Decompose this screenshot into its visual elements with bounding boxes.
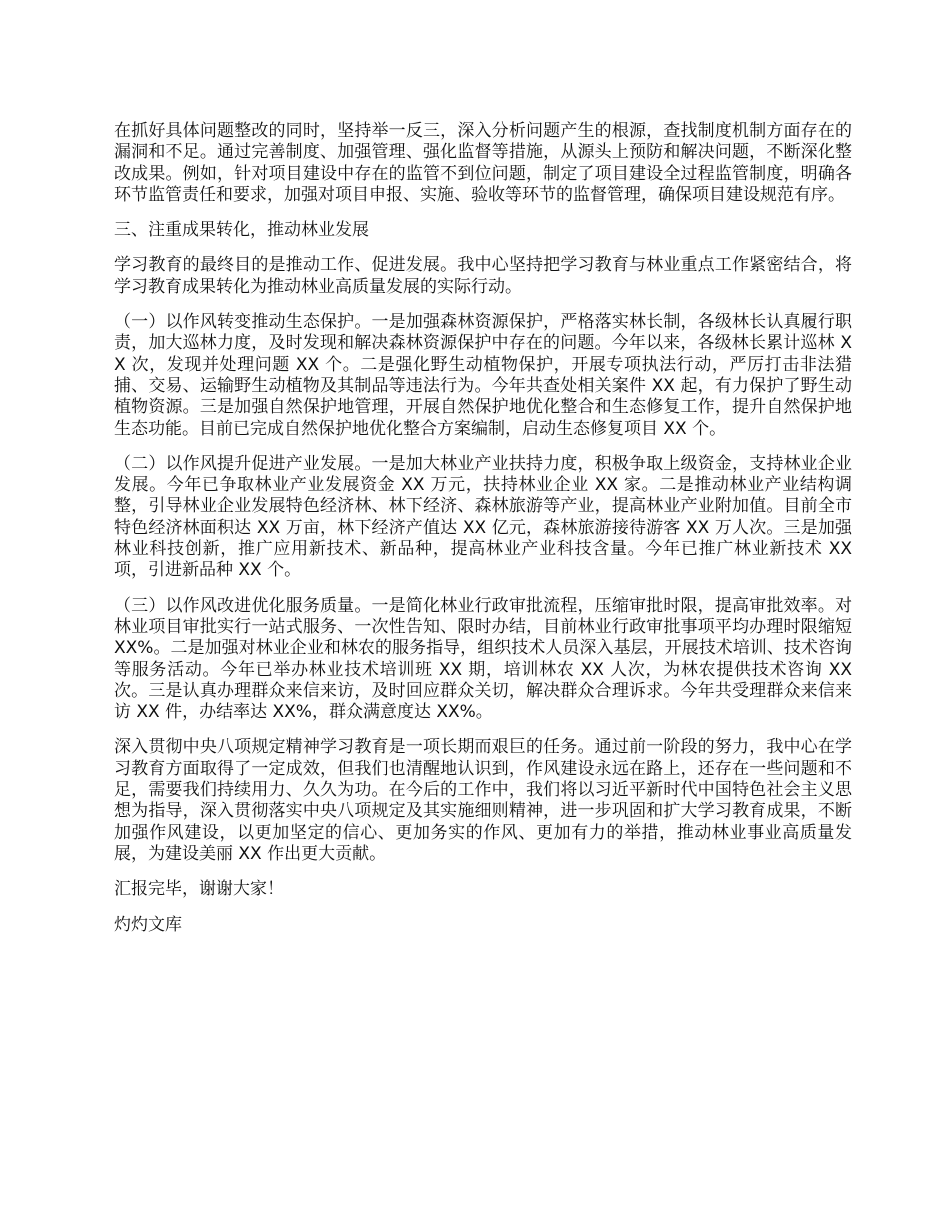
closing-remark: 汇报完毕，谢谢大家！ (114, 879, 284, 900)
paragraph-service: （三）以作风改进优化服务质量。一是简化林业行政审批流程，压缩审批时限，提高审批效率。对林业项目审批实行一站式服务、一次性告知、限时办结，目前林业行政审批事项平均办理时限缩短 XX%。二是加强对林业企业和林农的服务指导，组织技术人员深入基层，开展技术培训、技术咨询等服务活动。今年已举办林业技术培训班 XX 期，培训林农 XX 人次，为林农提供技术咨询 XX 次。三是认真办理群众来信来访，及时回应群众关切，解决群众合理诉求。今年共受理群众来信来访 XX 件，办结率达 XX%，群众满意度达 XX%。 (114, 595, 852, 723)
paragraph-rectification: 在抓好具体问题整改的同时，坚持举一反三，深入分析问题产生的根源，查找制度机制方面存在的漏洞和不足。通过完善制度、加强管理、强化监督等措施，从源头上预防和解决问题，不断深化整改成果。例如，针对项目建设中存在的监管不到位问题，制定了项目建设全过程监管制度，明确各环节监管责任和要求，加强对项目申报、实施、验收等环节的监督管理，确保项目建设规范有序。 (114, 121, 852, 205)
paragraph-industry: （二）以作风提升促进产业发展。一是加大林业产业扶持力度，积极争取上级资金，支持林业企业发展。今年已争取林业产业发展资金 XX 万元，扶持林业企业 XX 家。二是推动林业产业结构调整，引导林业企业发展特色经济林、林下经济、森林旅游等产业，提高林业产业附加值。目前全市特色经济林面积达 XX 万亩，林下经济产值达 XX 亿元，森林旅游接待游客 XX 万人次。三是加强林业科技创新，推广应用新技术、新品种，提高林业产业科技含量。今年已推广林业新技术 XX 项，引进新品种 XX 个。 (114, 453, 852, 581)
paragraph-conclusion: 深入贯彻中央八项规定精神学习教育是一项长期而艰巨的任务。通过前一阶段的努力，我中心在学习教育方面取得了一定成效，但我们也清醒地认识到，作风建设永远在路上，还存在一些问题和不足，需要我们持续用力、久久为功。在今后的工作中，我们将以习近平新时代中国特色社会主义思想为指导，深入贯彻落实中央八项规定及其实施细则精神，进一步巩固和扩大学习教育成果，不断加强作风建设，以更加坚定的信心、更加务实的作风、更加有力的举措，推动林业事业高质量发展，为建设美丽 XX 作出更大贡献。 (114, 737, 852, 864)
section-heading-three: 三、注重成果转化，推动林业发展 (114, 220, 369, 241)
source-label: 灼灼文库 (114, 914, 182, 935)
paragraph-ecology: （一）以作风转变推动生态保护。一是加强森林资源保护，严格落实林长制，各级林长认真履行职责，加大巡林力度，及时发现和解决森林资源保护中存在的问题。今年以来，各级林长累计巡林 XX 次，发现并处理问题 XX 个。二是强化野生动植物保护，开展专项执法行动，严厉打击非法猎捕、交易、运输野生动植物及其制品等违法行为。今年共查处相关案件 XX 起，有力保护了野生动植物资源。三是加强自然保护地管理，开展自然保护地优化整合和生态修复工作，提升自然保护地生态功能。目前已完成自然保护地优化整合方案编制，启动生态修复项目 XX 个。 (114, 312, 852, 439)
document-page (114, 121, 852, 950)
paragraph-goal: 学习教育的最终目的是推动工作、促进发展。我中心坚持把学习教育与林业重点工作紧密结合，将学习教育成果转化为推动林业高质量发展的实际行动。 (114, 255, 852, 297)
